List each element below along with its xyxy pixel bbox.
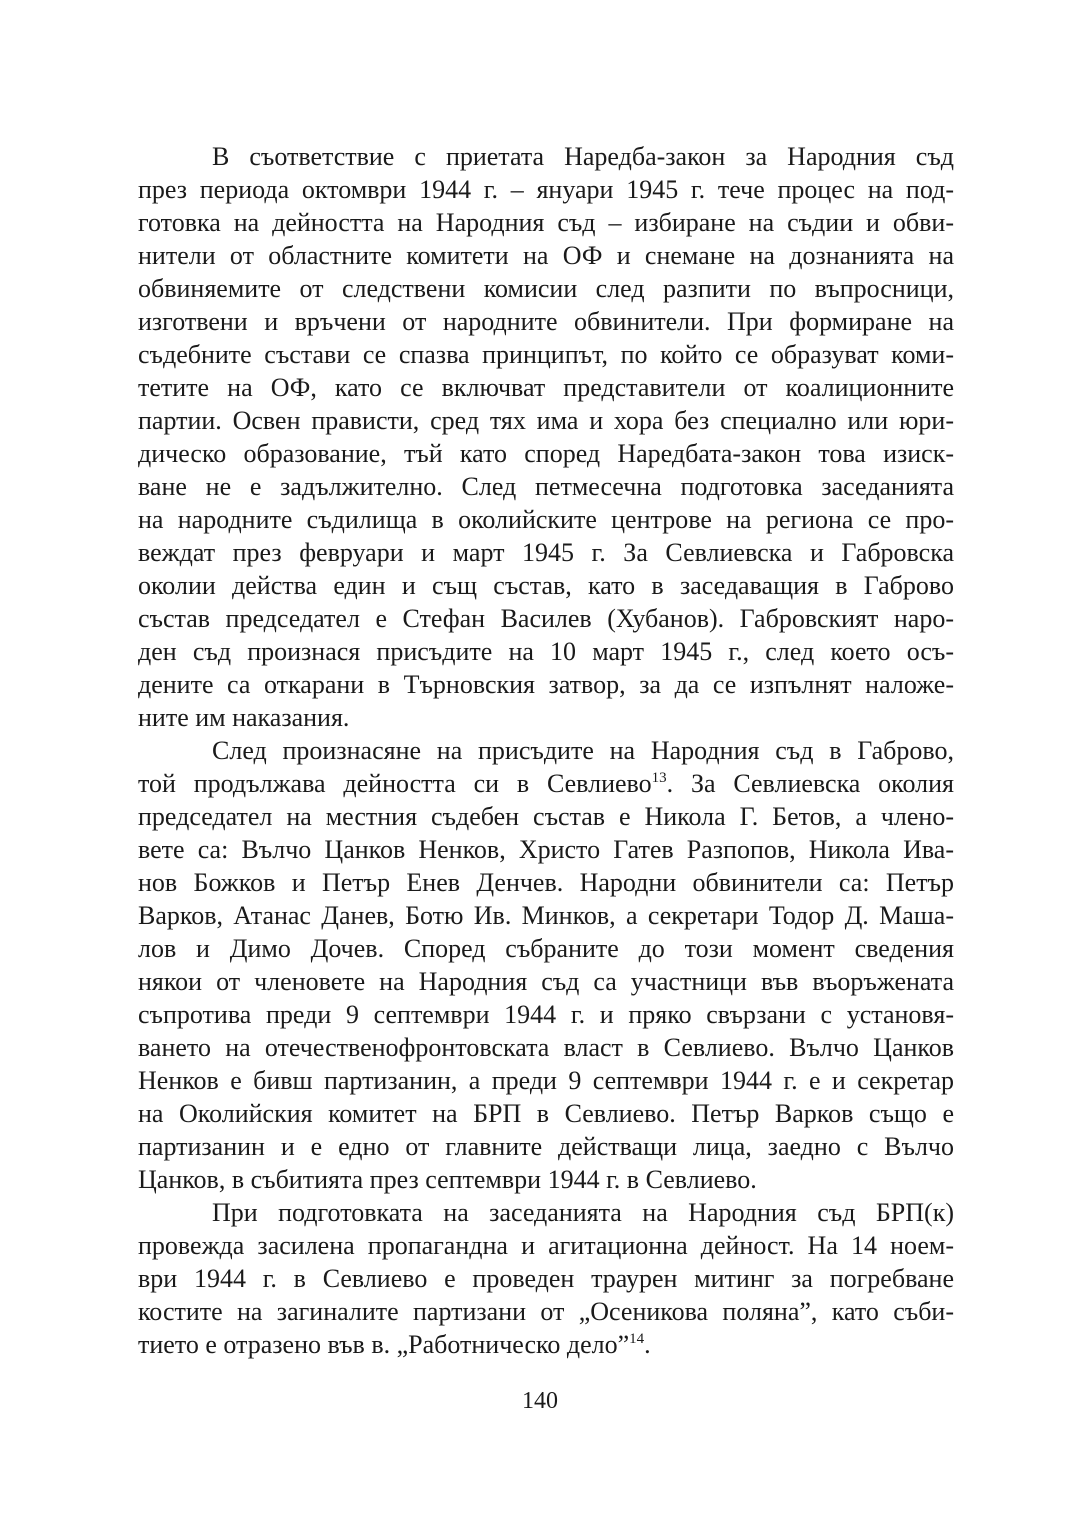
text-line: съдебните състави се спазва принципът, по който се образуват коми- — [138, 340, 954, 369]
text-line: Цанков, в събитията през септември 1944 г. в Севлиево. — [138, 1165, 757, 1194]
text-line: на Околийския комитет на БРП в Севлиево. Петър Варков също е — [138, 1099, 954, 1128]
text-segment: тието е отразено във в. „Работническо дело” — [138, 1330, 630, 1359]
text-line: костите на загиналите партизани от „Осеникова поляна”, като съби- — [138, 1297, 954, 1326]
text-line: тетите на ОФ, като се включват представители от коалиционните — [138, 373, 954, 402]
text-line: В съответствие с приетата Наредба-закон за Народния съд — [212, 142, 954, 171]
text-line: ването на отечественофронтовската власт в Севлиево. Вълчо Цанков — [138, 1033, 954, 1062]
text-line: околии действа един и същ състав, като в заседаващия в Габрово — [138, 571, 954, 600]
text-line: състав председател е Стефан Василев (Хубанов). Габровският наро- — [138, 604, 954, 633]
text-line: ване не е задължително. След петмесечна подготовка заседанията — [138, 472, 954, 501]
text-line: председател на местния съдебен състав е Никола Г. Бетов, а члено- — [138, 802, 954, 831]
text-line: през периода октомври 1944 г. – януари 1945 г. тече процес на под- — [138, 175, 954, 204]
text-line: вете са: Вълчо Цанков Ненков, Христо Гатев Разпопов, Никола Ива- — [138, 835, 954, 864]
text-line: нов Божков и Петър Енев Денчев. Народни обвинители са: Петър — [138, 868, 954, 897]
text-line: някои от членовете на Народния съд са участници във въоръжената — [138, 967, 954, 996]
text-segment: той продължава дейността си в Севлиево — [138, 769, 652, 798]
text-line: на народните съдилища в околийските центрове на региона се про- — [138, 505, 954, 534]
text-line: партизанин и е едно от главните действащи лица, заедно с Вълчо — [138, 1132, 954, 1161]
text-line-with-footnote — [138, 1328, 954, 1361]
text-line: обвиняемите от следствени комисии след разпити по въпросници, — [138, 274, 954, 303]
paragraph-3 — [138, 1196, 954, 1361]
text-line: готовка на дейността на Народния съд – избиране на съдии и обви- — [138, 208, 954, 237]
footnote-ref-14: 14 — [629, 1331, 645, 1347]
text-line: ден съд произнася присъдите на 10 март 1945 г., след което осъ- — [138, 637, 954, 666]
page-number: 140 — [522, 1388, 558, 1414]
text-line: ните им наказания. — [138, 703, 350, 732]
text-line-with-footnote — [138, 767, 954, 800]
text-line: При подготовката на заседанията на Народния съд БРП(к) — [212, 1198, 954, 1227]
text-line: Варков, Атанас Данев, Ботю Ив. Минков, а секретари Тодор Д. Маша- — [138, 901, 954, 930]
body-text — [138, 140, 954, 1361]
text-line: съпротива преди 9 септември 1944 г. и пряко свързани с установя- — [138, 1000, 954, 1029]
text-line: След произнасяне на присъдите на Народния съд в Габрово, — [212, 736, 954, 765]
text-segment: . — [644, 1330, 651, 1359]
text-line: Ненков е бивш партизанин, а преди 9 септември 1944 г. е и секретар — [138, 1066, 954, 1095]
paragraph-2 — [138, 734, 954, 1196]
text-line: ври 1944 г. в Севлиево е проведен траурен митинг за погребване — [138, 1264, 954, 1293]
footnote-ref-13: 13 — [651, 770, 667, 786]
text-line: веждат през февруари и март 1945 г. За Севлиевска и Габровска — [138, 538, 954, 567]
paragraph-1 — [138, 140, 954, 734]
text-line: лов и Димо Дочев. Според събраните до този момент сведения — [138, 934, 954, 963]
text-line: нители от областните комитети на ОФ и снемане на дознанията на — [138, 241, 954, 270]
text-line: изготвени и връчени от народните обвинители. При формиране на — [138, 307, 954, 336]
text-line: дическо образование, тъй като според Наредбата-закон това изиск- — [138, 439, 954, 468]
text-line: дените са откарани в Търновския затвор, за да се изпълнят наложе- — [138, 670, 954, 699]
text-line: партии. Освен прависти, сред тях има и хора без специално или юри- — [138, 406, 954, 435]
text-line: провежда засилена пропагандна и агитационна дейност. На 14 ноем- — [138, 1231, 954, 1260]
text-segment: . За Севлиевска околия — [666, 769, 954, 798]
